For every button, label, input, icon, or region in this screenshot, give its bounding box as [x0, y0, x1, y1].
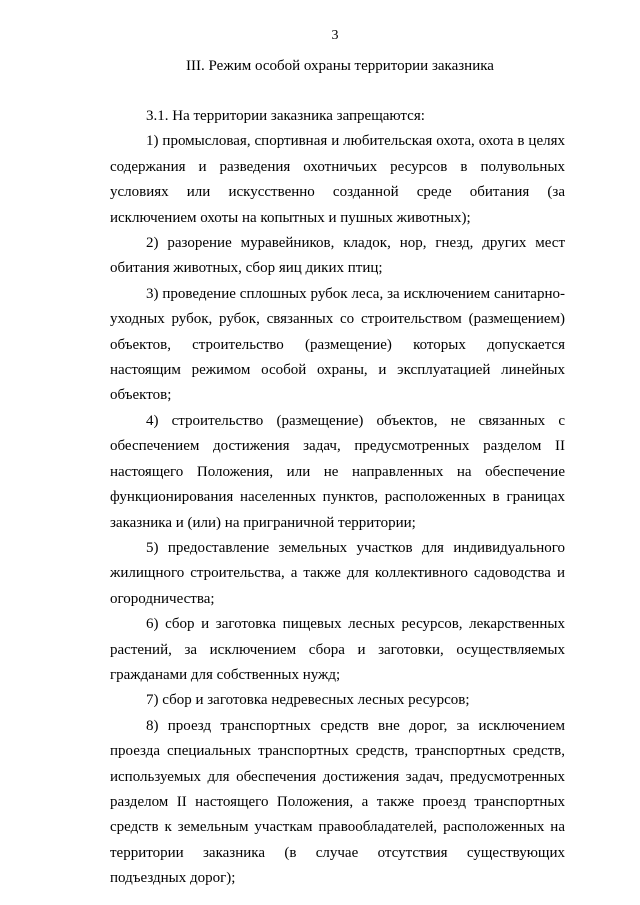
paragraph-item-5: 5) предоставление земельных участков для индивидуального жилищного строительства, а также для коллективного садоводства и огородничества;	[110, 539, 565, 607]
page-number: 3	[331, 28, 339, 43]
paragraph-item-3: 3) проведение сплошных рубок леса, за исключением санитарно-уходных рубок, рубок, связанных со строительством (размещением) объектов, строительство (размещение) которых допускается настоящим режимом особой охраны, и эксплуатацией линейных объектов;	[110, 285, 565, 404]
paragraph-item-8: 8) проезд транспортных средств вне дорог, за исключением проезда специальных транспортных средств, транспортных средств, используемых для обеспечения достижения задач, предусмотренных разделом II настоящего Положения, а также проезд транспортных средств к земельным участкам правообладателей, расположенных на территории заказника (в случае отсутствия существующих подъездных дорог);	[110, 717, 565, 887]
paragraph-item-7: 7) сбор и заготовка недревесных лесных ресурсов;	[146, 692, 470, 709]
paragraph-item-4: 4) строительство (размещение) объектов, не связанных с обеспечением достижения задач, предусмотренных разделом II настоящего Положения, или не направленных на обеспечение функционирования населенных пунктов, расположенных в границах заказника и (или) на приграничной территории;	[110, 412, 565, 531]
paragraph-item-1: 1) промысловая, спортивная и любительская охота, охота в целях содержания и разведения охотничьих ресурсов в полувольных условиях или искусственно созданной среде обитания (за исключением охоты на копытных и пушных животных);	[110, 133, 565, 226]
section-title: III. Режим особой охраны территории заказника	[186, 58, 494, 74]
paragraph-item-2: 2) разорение муравейников, кладок, нор, гнезд, других мест обитания животных, сбор яиц диких птиц;	[110, 235, 565, 277]
document-body	[110, 104, 565, 892]
paragraph-item-6: 6) сбор и заготовка пищевых лесных ресурсов, лекарственных растений, за исключением сбора и заготовки, осуществляемых гражданами для собственных нужд;	[110, 616, 565, 683]
paragraph-intro: 3.1. На территории заказника запрещаются:	[146, 108, 425, 124]
